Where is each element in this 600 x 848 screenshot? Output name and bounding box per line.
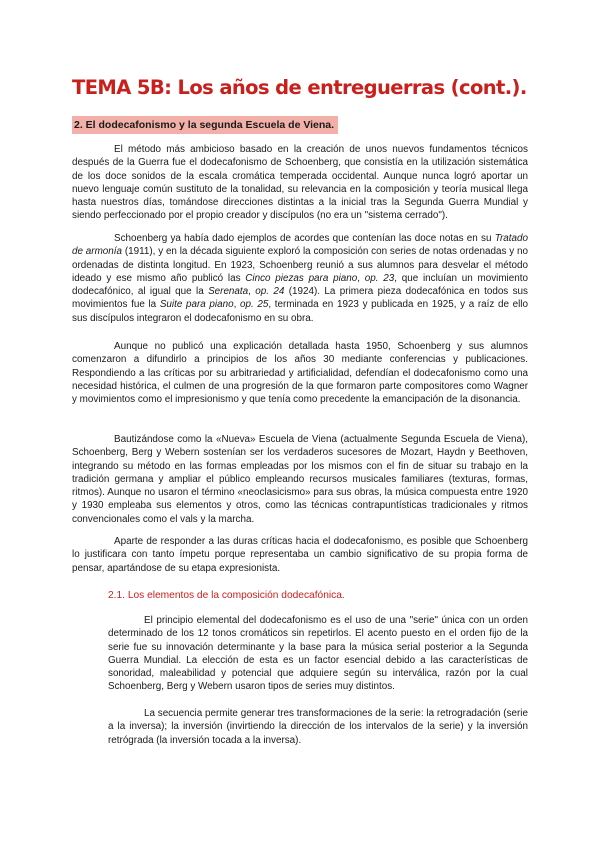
paragraph-7: La secuencia permite generar tres transformaciones de la serie: la retrogradación (serie a la inversa); la inversión (invirtiendo la dirección de los intervalos de la serie) y la inversión retrógrada (la inversión tocada a la inversa). <box>108 708 528 746</box>
section-heading: 2. El dodecafonismo y la segunda Escuela de Viena. <box>72 116 338 134</box>
paragraph-2: Schoenberg ya había dado ejemplos de acordes que contenían las doce notas en su Tratado de armonía (1911), y en la década siguiente exploró la composición con series de notas ordenadas y no ordenadas de distinta longitud. En 1923, Schoenberg reunió a sus alumnos para desvelar el método ideado y ese mismo año publicó las Cinco piezas para piano, op. 23, que incluían un movimiento dodecafónico, al igual que la Serenata, op. 24 (1924). La primera pieza dodecafónica en todos sus movimientos fue la Suite para piano, op. 25, terminada en 1923 y publicada en 1925, y a raíz de ello sus discípulos integraron el dodecafonismo en su obra. <box>72 233 528 324</box>
subsection-heading: 2.1. Los elementos de la composición dodecafónica. <box>108 590 345 601</box>
paragraph-5: Aparte de responder a las duras críticas hacia el dodecafonismo, es posible que Schoenberg lo justificara con tanto ímpetu porque representaba un cambio significativo de su propia forma de pensar, apartándose de su etapa expresionista. <box>72 536 528 574</box>
document-title: TEMA 5B: Los años de entreguerras (cont.). <box>72 76 527 99</box>
paragraph-1: El método más ambicioso basado en la creación de unos nuevos fundamentos técnicos después de la Guerra fue el dodecafonismo de Schoenberg, que consistía en la utilización sistemática de los doce sonidos de la escala cromática temperada occidental. Aunque nunca logró aportar un nuevo lenguaje común sustituto de la tonalidad, su relevancia en la composición y teoría musical llega hasta nuestros días, tomándose direcciones distintas a la inicial tras la Segunda Guerra Mundial y siendo perfeccionado por el propio creador y discípulos (no era un "sistema cerrado"). <box>72 144 528 222</box>
paragraph-3: Aunque no publicó una explicación detallada hasta 1950, Schoenberg y sus alumnos comenzaron a difundirlo a principios de los años 30 mediante conferencias y publicaciones. Respondiendo a las críticas por su arbitrariedad y artificialidad, defendían el dodecafonismo como una necesidad histórica, el culmen de una progresión de la que formaron parte compositores como Wagner y movimientos como el impresionismo y que tenía como precedente la emancipación de la disonancia. <box>72 341 528 406</box>
paragraph-4: Bautizándose como la «Nueva» Escuela de Viena (actualmente Segunda Escuela de Viena), Schoenberg, Berg y Webern sostenían ser los verdaderos sucesores de Mozart, Haydn y Beethoven, integrando su método en las formas empleadas por los mismos con el fin de situar su trabajo en la tradición germana y ampliar el público empleando recursos musicales familiares (texturas, formas, ritmos). Aunque no usaron el término «neoclasicismo» para sus obras, la música compuesta entre 1920 y 1930 empleaba sus elementos y otros, como las técnicas contrapuntísticas tradicionales y ritmos convencionales como el vals y la marcha. <box>72 434 528 525</box>
paragraph-6: El principio elemental del dodecafonismo es el uso de una "serie" única con un orden determinado de los 12 tonos cromáticos sin repetirlos. El acento puesto en el orden fijo de la serie fue su innovación determinante y la base para la música serial posterior a la Segunda Guerra Mundial. La elección de esta es un factor esencial debido a las características de sonoridad, maleabilidad y potencial que adquiere según su interválica, razón por la cual Schoenberg, Berg y Webern usaron tipos de series muy distintos. <box>108 615 528 693</box>
